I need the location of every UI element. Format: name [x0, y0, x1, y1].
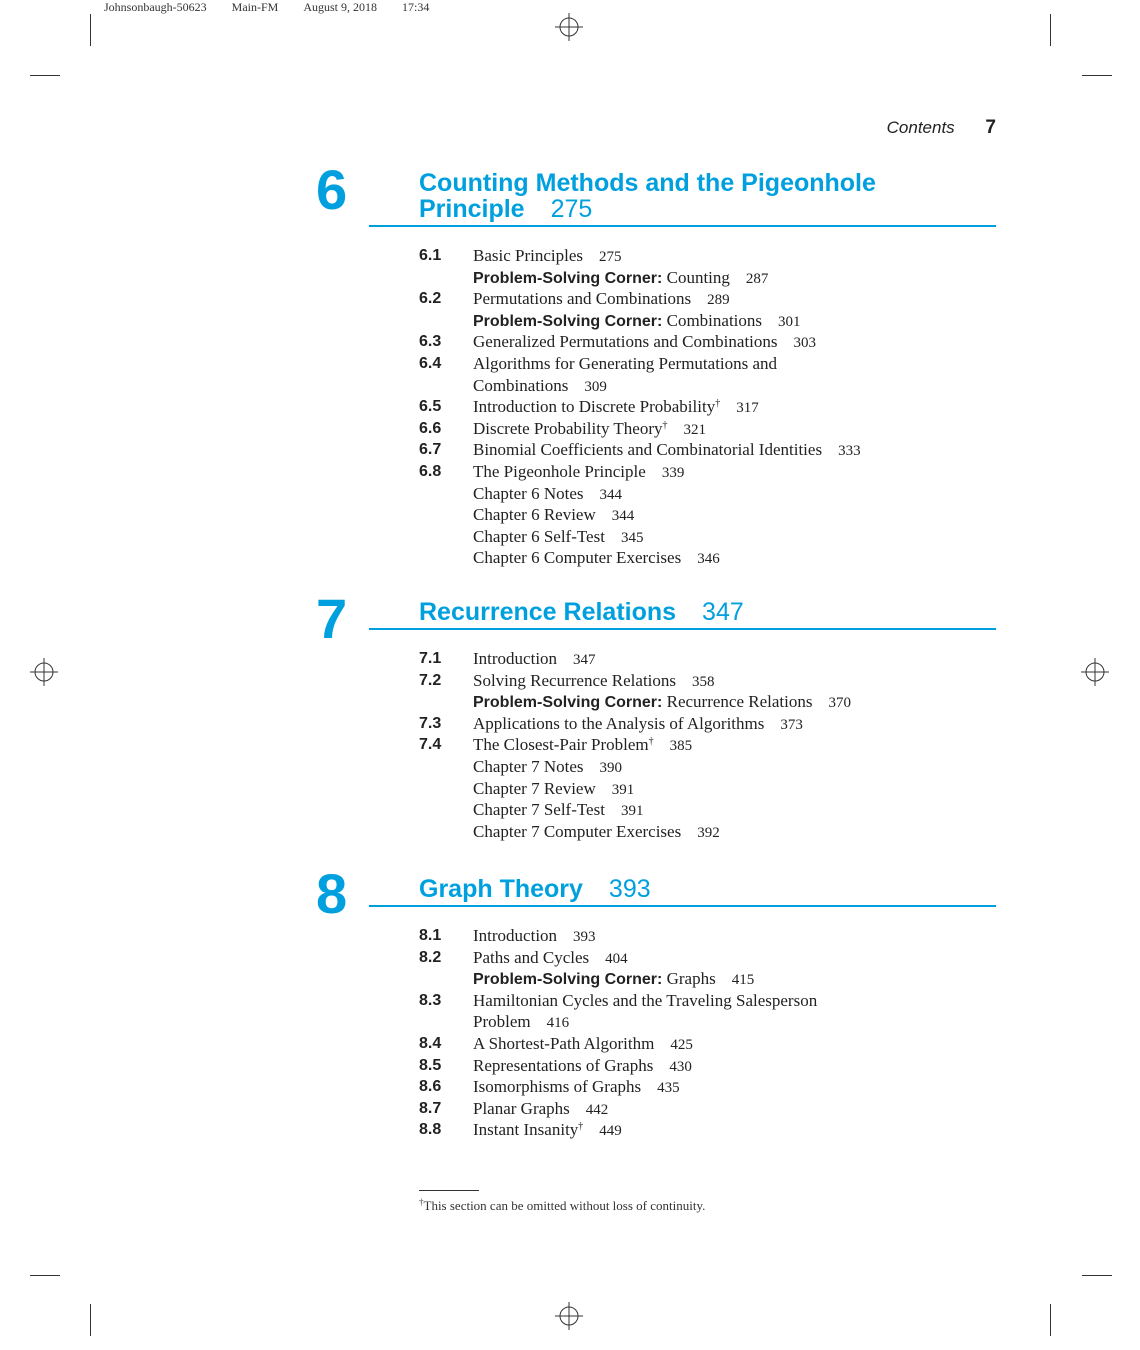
entry-text	[473, 547, 720, 571]
entry-title: Problem	[473, 1012, 531, 1032]
section-number: 6.6	[419, 419, 442, 437]
entry-text	[473, 483, 622, 507]
dagger-mark: †	[662, 419, 668, 431]
section-number: 6.3	[419, 333, 442, 351]
crop-mark	[30, 1275, 60, 1276]
chapter-title-line: Graph Theory	[419, 875, 583, 903]
chapter-number: 7	[316, 587, 348, 650]
registration-mark-icon	[555, 13, 583, 41]
entry-text	[473, 756, 622, 780]
entry-text	[473, 670, 715, 694]
entry-text	[473, 778, 634, 802]
section-number: 7.4	[419, 736, 442, 754]
entry-title: Introduction	[473, 649, 558, 668]
section-number: 8.4	[419, 1034, 442, 1052]
entry-page: 303	[793, 335, 817, 352]
entry-title: Chapter 7 Review	[473, 778, 596, 798]
entry-text	[473, 418, 706, 442]
entry-page: 415	[731, 972, 755, 989]
section-number: 6.8	[419, 462, 442, 480]
entry-page: 391	[620, 803, 644, 820]
entry-text	[473, 1033, 693, 1057]
entry-page: 390	[599, 759, 622, 776]
entry-text	[473, 734, 692, 758]
section-number: 8.5	[419, 1056, 442, 1074]
entry-page: 287	[745, 270, 769, 287]
entry-title: Planar Graphs	[473, 1098, 570, 1118]
entry-title: Chapter 7 Self-Test	[473, 800, 605, 820]
entry-page: 301	[778, 313, 801, 330]
crop-mark	[30, 75, 60, 76]
chapter-rule	[369, 628, 996, 630]
section-number: 7.3	[419, 714, 442, 732]
entry-text	[473, 439, 861, 463]
chapter-number: 8	[316, 862, 348, 925]
section-number: 8.2	[419, 948, 442, 966]
entry-page: 435	[657, 1080, 680, 1097]
footnote-text: This section can be omitted without loss of continuity.	[423, 1198, 706, 1213]
entry-text	[473, 1119, 622, 1143]
section-number: 6.2	[419, 290, 442, 308]
entry-text	[473, 947, 628, 971]
problem-solving-corner-label: Problem-Solving Corner:	[473, 694, 663, 712]
entry-page: 333	[838, 443, 861, 460]
slug-book: Johnsonbaugh-50623	[104, 0, 207, 14]
entry-page: 416	[546, 1015, 570, 1032]
entry-page: 346	[697, 551, 720, 568]
entry-text	[473, 375, 607, 399]
entry-title: Chapter 6 Self-Test	[473, 526, 605, 546]
crop-mark	[1050, 1304, 1051, 1336]
dagger-mark: †	[578, 1121, 584, 1133]
crop-mark	[1082, 1275, 1112, 1276]
entry-title: Counting	[666, 267, 730, 287]
chapter-title-line: Principle	[419, 195, 525, 223]
problem-solving-corner-label: Problem-Solving Corner:	[473, 269, 663, 287]
entry-title: Chapter 7 Notes	[473, 756, 584, 776]
footnote	[419, 1198, 705, 1214]
footnote-mark: †	[419, 1197, 424, 1207]
entry-page: 391	[611, 781, 635, 798]
entry-title: Chapter 6 Review	[473, 505, 596, 525]
entry-title: Permutations and Combinations	[473, 289, 692, 309]
entry-title: Instant Insanity	[473, 1120, 579, 1140]
entry-title: Isomorphisms of Graphs	[473, 1077, 642, 1097]
entry-title: Combinations	[666, 310, 763, 330]
registration-mark-icon	[30, 658, 58, 686]
entry-text	[473, 925, 596, 949]
section-number: 7.2	[419, 671, 442, 689]
entry-page: 425	[670, 1036, 693, 1053]
entry-page: 309	[584, 378, 607, 395]
section-number: 7.1	[419, 650, 442, 667]
entry-page: 392	[697, 824, 720, 841]
entry-title: Chapter 6 Computer Exercises	[473, 548, 682, 568]
entry-text	[473, 648, 596, 672]
entry-text	[473, 1076, 680, 1100]
chapter-title	[419, 876, 651, 902]
entry-page: 430	[669, 1058, 692, 1075]
entry-text	[473, 310, 801, 334]
section-number: 8.6	[419, 1078, 442, 1096]
chapter-page: 347	[702, 598, 744, 626]
section-number: 8.7	[419, 1099, 442, 1117]
section-number: 8.8	[419, 1121, 442, 1139]
chapter-title	[419, 170, 876, 222]
chapter-title	[419, 599, 744, 625]
entry-title: The Closest-Pair Problem	[473, 735, 649, 755]
running-head	[887, 117, 996, 139]
entry-page: 442	[585, 1101, 609, 1118]
running-head-label: Contents	[886, 118, 955, 137]
entry-title: Graphs	[666, 969, 716, 989]
entry-text	[473, 691, 851, 715]
section-number: 8.3	[419, 991, 442, 1009]
entry-text	[473, 799, 643, 823]
entry-title: Chapter 6 Notes	[473, 483, 584, 503]
problem-solving-corner-label: Problem-Solving Corner:	[473, 312, 663, 330]
entry-title: Basic Principles	[473, 246, 584, 265]
entry-text	[473, 288, 730, 312]
entry-text	[473, 968, 754, 992]
entry-page: 370	[828, 695, 851, 712]
section-number: 6.5	[419, 398, 442, 416]
entry-page: 344	[599, 486, 622, 503]
entry-page: 373	[780, 716, 803, 733]
entry-title: Paths and Cycles	[473, 947, 590, 967]
entry-title: Applications to the Analysis of Algorithms	[473, 713, 765, 733]
entry-text	[473, 713, 803, 737]
entry-title: Chapter 7 Computer Exercises	[473, 821, 682, 841]
problem-solving-corner-label: Problem-Solving Corner:	[473, 971, 663, 989]
entry-title: Combinations	[473, 375, 569, 395]
registration-mark-icon	[1081, 658, 1109, 686]
entry-page: 339	[661, 464, 685, 481]
slug-part: Main-FM	[231, 0, 279, 14]
footnote-rule	[419, 1190, 479, 1191]
entry-title: Introduction	[473, 926, 558, 945]
entry-text	[473, 353, 777, 375]
entry-text	[473, 1098, 608, 1122]
entry-page: 321	[683, 421, 706, 438]
entry-title: Discrete Probability Theory	[473, 418, 663, 438]
chapter-number: 6	[316, 158, 348, 221]
dagger-mark: †	[715, 398, 721, 410]
dagger-mark: †	[648, 736, 654, 748]
crop-mark	[1050, 14, 1051, 46]
entry-text	[473, 396, 759, 420]
slug-date: August 9, 2018	[303, 0, 378, 14]
entry-title: The Pigeonhole Principle	[473, 461, 646, 481]
entry-title: Generalized Permutations and Combinations	[473, 332, 778, 352]
page-number: 7	[985, 117, 996, 138]
chapter-rule	[369, 905, 996, 907]
section-number: 6.4	[419, 354, 442, 372]
crop-mark	[90, 14, 91, 46]
entry-page: 385	[669, 738, 693, 755]
chapter-title-line: Recurrence Relations	[419, 598, 677, 626]
entry-page: 347	[573, 652, 596, 668]
crop-mark	[1082, 75, 1112, 76]
entry-page: 358	[692, 673, 715, 690]
entry-text	[473, 461, 684, 485]
entry-page: 317	[736, 400, 759, 417]
print-slug	[104, 0, 451, 15]
entry-page: 345	[620, 529, 644, 546]
entry-title: Binomial Coefficients and Combinatorial Identities	[473, 440, 823, 460]
entry-text	[473, 1055, 692, 1079]
slug-time: 17:34	[402, 0, 430, 14]
section-number: 8.1	[419, 927, 442, 944]
entry-page: 393	[573, 929, 596, 945]
chapter-title-line: Counting Methods and the Pigeonhole	[419, 169, 876, 197]
chapter-page: 393	[608, 875, 651, 903]
entry-text	[473, 331, 816, 355]
entry-title: Recurrence Relations	[666, 692, 813, 712]
entry-page: 289	[707, 292, 730, 309]
entry-text	[473, 267, 768, 291]
entry-text	[473, 526, 643, 550]
entry-text	[473, 990, 817, 1012]
entry-title: A Shortest-Path Algorithm	[473, 1033, 655, 1053]
entry-page: 344	[611, 508, 635, 525]
registration-mark-icon	[555, 1302, 583, 1330]
section-number: 6.1	[419, 247, 442, 264]
section-number: 6.7	[419, 441, 442, 459]
entry-page: 275	[599, 249, 622, 265]
entry-title: Algorithms for Generating Permutations and	[473, 353, 778, 373]
entry-text	[473, 245, 622, 269]
entry-title: Solving Recurrence Relations	[473, 670, 677, 690]
chapter-rule	[369, 225, 996, 227]
entry-title: Hamiltonian Cycles and the Traveling Salesperson	[473, 990, 818, 1010]
entry-title: Representations of Graphs	[473, 1055, 654, 1075]
entry-text	[473, 504, 634, 528]
entry-text	[473, 1011, 569, 1035]
entry-page: 449	[599, 1123, 622, 1140]
chapter-page: 275	[550, 195, 593, 223]
entry-text	[473, 821, 720, 845]
entry-page: 404	[605, 950, 628, 967]
entry-title: Introduction to Discrete Probability	[473, 397, 716, 417]
crop-mark	[90, 1304, 91, 1336]
